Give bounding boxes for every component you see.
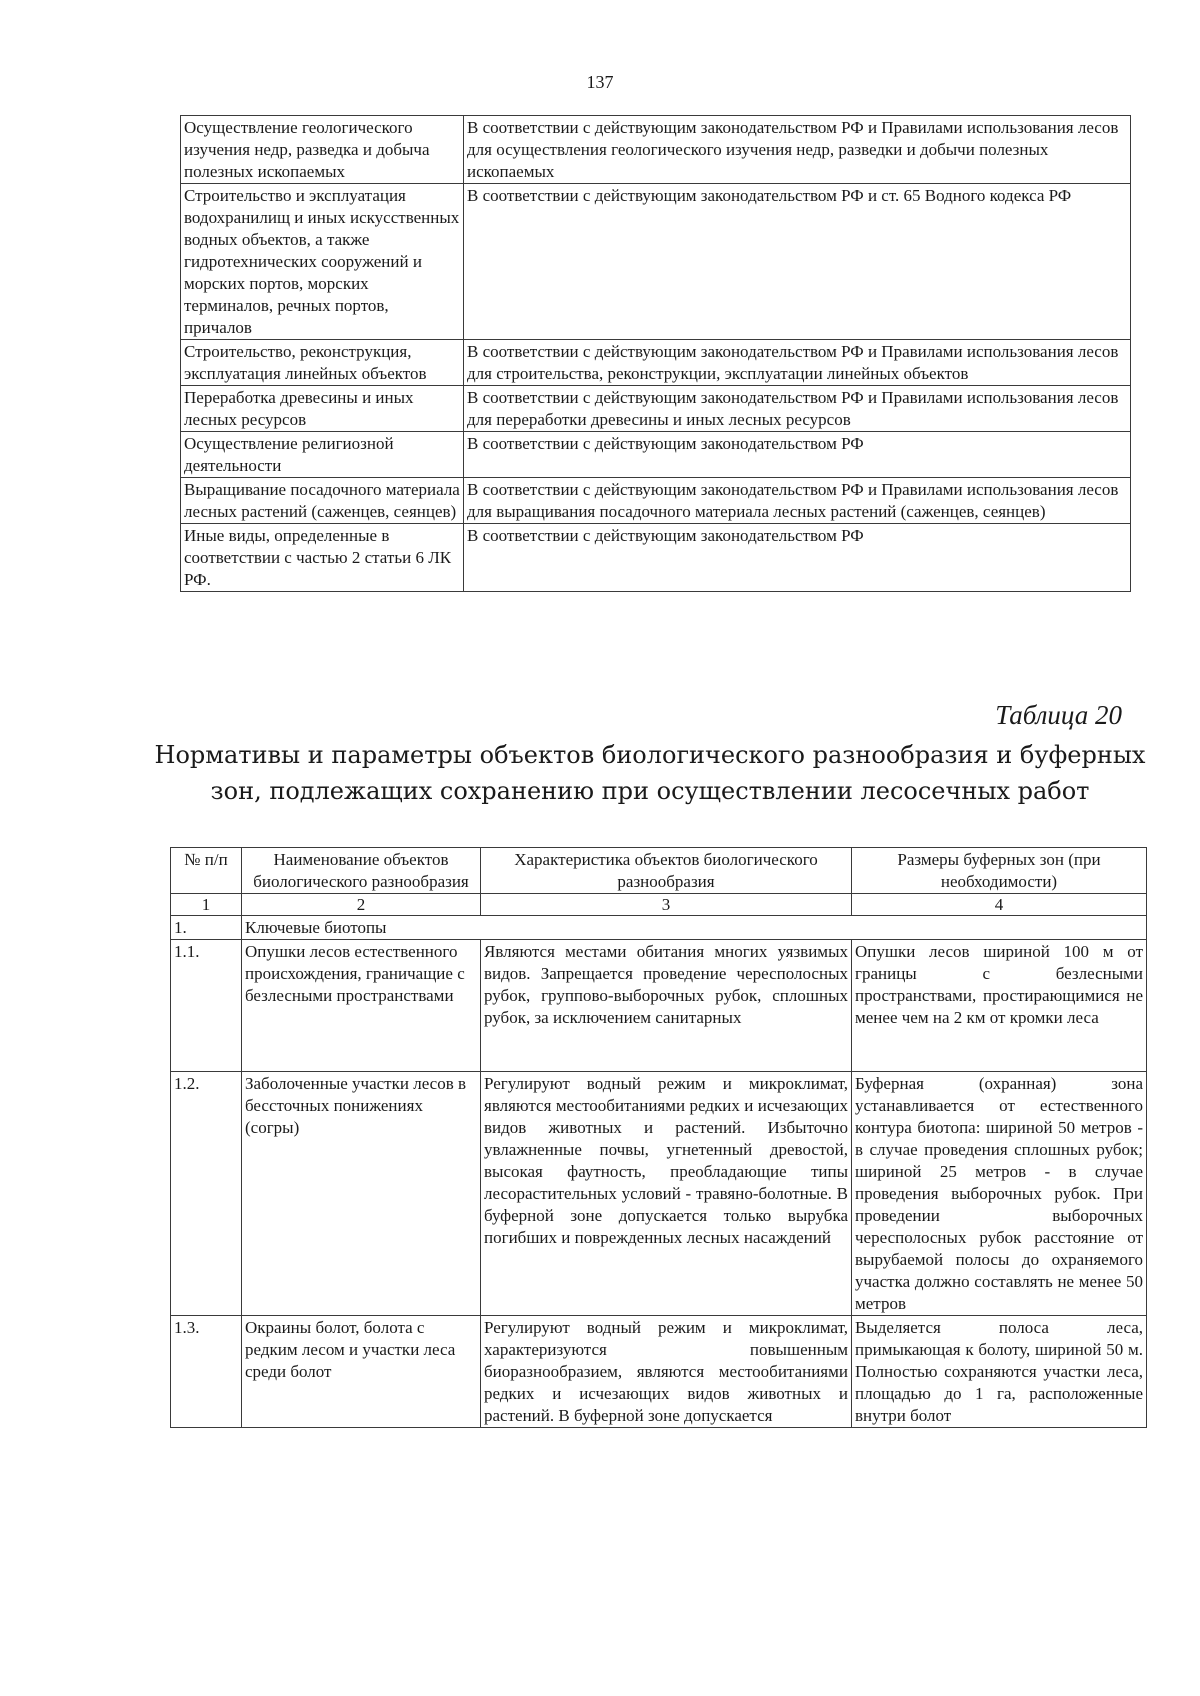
biodiversity-table <box>170 847 1147 1428</box>
buffer-size: Буферная (охранная) зона устанавливается от естественного контура биотопа: шириной 50 метров - в случае проведения сплошных рубок; шириной 25 метров - в случае проведения выборочных рубок. При проведении выборочных чересполосных рубок расстояние от вырубаемой полосы до охраняемого участка должно составлять не менее 50 метров <box>852 1072 1147 1316</box>
table-row <box>181 386 1131 432</box>
column-number: 2 <box>242 894 481 916</box>
header-buffer: Размеры буферных зон (при необходимости) <box>852 848 1147 894</box>
table-row <box>181 184 1131 340</box>
activity-cell: Строительство и эксплуатация водохранилищ и иных искусственных водных объектов, а также гидротехнических сооружений и морских портов, морских терминалов, речных портов, причалов <box>181 184 464 340</box>
object-characteristic: Являются местами обитания многих уязвимых видов. Запрещается проведение чересполосных рубок, группово-выборочных рубок, сплошных рубок, за исключением санитарных <box>481 940 852 1072</box>
table-row <box>181 524 1131 592</box>
requirement-cell: В соответствии с действующим законодательством РФ и Правилами использования лесов для переработки древесины и иных лесных ресурсов <box>464 386 1131 432</box>
table-row <box>181 340 1131 386</box>
section-name: Ключевые биотопы <box>242 916 1147 940</box>
row-number: 1.3. <box>171 1316 242 1428</box>
requirement-cell: В соответствии с действующим законодательством РФ <box>464 432 1131 478</box>
activity-cell: Осуществление геологического изучения недр, разведка и добыча полезных ископаемых <box>181 116 464 184</box>
row-number: 1.1. <box>171 940 242 1072</box>
column-number: 1 <box>171 894 242 916</box>
activity-cell: Строительство, реконструкция, эксплуатация линейных объектов <box>181 340 464 386</box>
header-name: Наименование объектов биологического разнообразия <box>242 848 481 894</box>
buffer-size: Опушки лесов шириной 100 м от границы с безлесными пространствами, простирающимися не менее чем на 2 км от кромки леса <box>852 940 1147 1072</box>
object-characteristic: Регулируют водный режим и микроклимат, являются местообитаниями редких и исчезающих видов животных и растений. Избыточно увлажненные почвы, угнетенный древостой, высокая фаутность, преобладающие типы лесорастительных условий - травяно-болотные. В буферной зоне допускается только вырубка погибших и поврежденных лесных насаждений <box>481 1072 852 1316</box>
object-name: Опушки лесов естественного происхождения, граничащие с безлесными пространствами <box>242 940 481 1072</box>
object-name: Заболоченные участки лесов в бессточных понижениях (согры) <box>242 1072 481 1316</box>
buffer-size: Выделяется полоса леса, примыкающая к болоту, шириной 50 м. Полностью сохраняются участки леса, площадью до 1 га, расположенные внутри болот <box>852 1316 1147 1428</box>
requirement-cell: В соответствии с действующим законодательством РФ и Правилами использования лесов для строительства, реконструкции, эксплуатации линейных объектов <box>464 340 1131 386</box>
activity-cell: Иные виды, определенные в соответствии с частью 2 статьи 6 ЛК РФ. <box>181 524 464 592</box>
activity-cell: Осуществление религиозной деятельности <box>181 432 464 478</box>
table-caption: Таблица 20 <box>995 700 1122 730</box>
requirement-cell: В соответствии с действующим законодательством РФ <box>464 524 1131 592</box>
table-row <box>171 1072 1147 1316</box>
table-header-row <box>171 848 1147 894</box>
column-number: 4 <box>852 894 1147 916</box>
requirement-cell: В соответствии с действующим законодательством РФ и ст. 65 Водного кодекса РФ <box>464 184 1131 340</box>
section-number: 1. <box>171 916 242 940</box>
header-characteristic: Характеристика объектов биологического разнообразия <box>481 848 852 894</box>
table-row <box>171 940 1147 1072</box>
table-title: Нормативы и параметры объектов биологического разнообразия и буферных зон, подлежащих сохранению при осуществлении лесосечных работ <box>154 741 1146 805</box>
table-row <box>171 1316 1147 1428</box>
table-row <box>181 432 1131 478</box>
page-number: 137 <box>586 72 614 92</box>
activity-cell: Переработка древесины и иных лесных ресурсов <box>181 386 464 432</box>
header-number: № п/п <box>171 848 242 894</box>
row-number: 1.2. <box>171 1072 242 1316</box>
requirement-cell: В соответствии с действующим законодательством РФ и Правилами использования лесов для осуществления геологического изучения недр, разведки и добычи полезных ископаемых <box>464 116 1131 184</box>
activity-cell: Выращивание посадочного материала лесных растений (саженцев, сеянцев) <box>181 478 464 524</box>
object-characteristic: Регулируют водный режим и микроклимат, характеризуются повышенным биоразнообразием, являются местообитаниями редких и исчезающих видов животных и растений. В буферной зоне допускается <box>481 1316 852 1428</box>
column-number: 3 <box>481 894 852 916</box>
column-numbers-row <box>171 894 1147 916</box>
table-row <box>181 116 1131 184</box>
object-name: Окраины болот, болота с редким лесом и участки леса среди болот <box>242 1316 481 1428</box>
table-row <box>181 478 1131 524</box>
forest-use-table <box>180 115 1131 592</box>
requirement-cell: В соответствии с действующим законодательством РФ и Правилами использования лесов для выращивания посадочного материала лесных растений (саженцев, сеянцев) <box>464 478 1131 524</box>
section-row <box>171 916 1147 940</box>
